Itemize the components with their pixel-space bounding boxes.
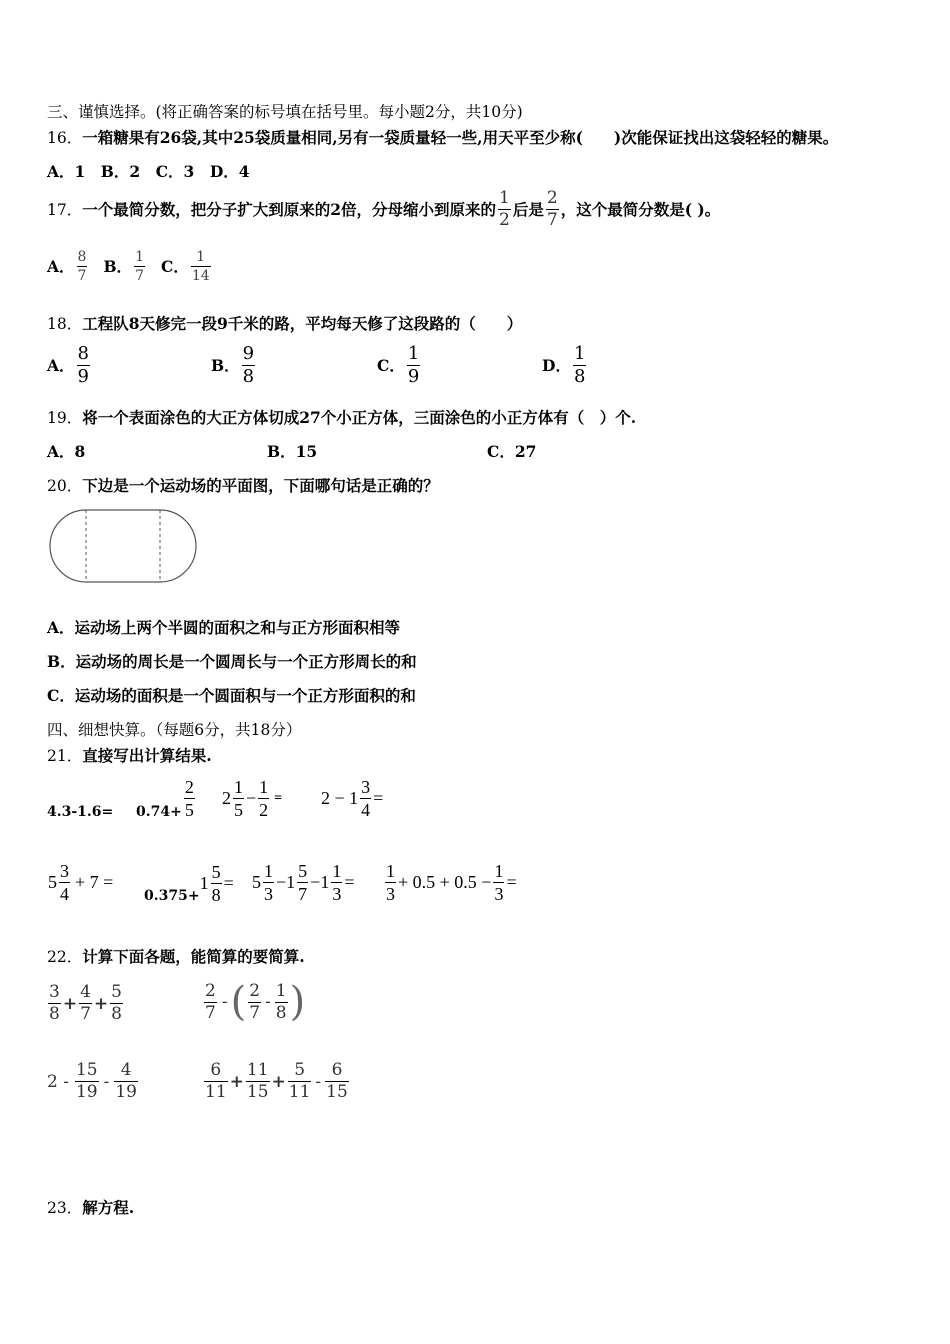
q18-option-a-label: A． [47, 355, 75, 375]
q18-option-d-label: D． [542, 355, 571, 375]
q21-text: 直接写出计算结果. [82, 746, 212, 765]
q21-expr-7-whole-3: 1 [320, 872, 330, 892]
q16-text: 一箱糖果有26袋,其中25袋质量相同,另有一袋质量轻一些,用天平至少称( )次能保证找出这袋轻轻的糖果。 [82, 128, 839, 147]
q17-number: 17． [47, 200, 83, 219]
q18-option-b-label: B． [211, 355, 240, 375]
q22-p4-fraction-1: $\frac{6}{11}$ [205, 1060, 227, 1102]
q21-expr-3-minus: − [246, 788, 257, 808]
q18-number: 18． [47, 315, 83, 333]
q21-expr-5-rest: + 7 = [75, 872, 114, 892]
q21-expr-5 [48, 862, 113, 903]
q17-stem [47, 190, 720, 229]
q21-expr-8-fraction-1: $\frac{1}{3}$ [386, 861, 395, 904]
q17-text-a: 一个最简分数，把分子扩大到原来的2倍，分母缩小到原来的 [82, 199, 497, 219]
q17-fraction-half: $\frac{1}{2}$ [499, 188, 510, 230]
q23-stem [47, 1198, 134, 1218]
q17-text-b: 后是 [512, 199, 544, 219]
q22-p3-fraction-2: $\frac{4}{19}$ [115, 1060, 137, 1102]
section3-heading: 三、谨慎选择。(将正确答案的标号填在括号里。每小题2分，共10分) [47, 103, 523, 121]
q22-p1-plus-1: + [62, 993, 78, 1014]
q22-p3-fraction-1: $\frac{15}{19}$ [75, 1060, 98, 1102]
q21-expr-6 [144, 862, 234, 904]
q22-p1-fraction-2: $\frac{4}{7}$ [80, 982, 91, 1024]
q21-expr-3 [222, 778, 282, 819]
q16-options: A．1 B．2 C．3 D．4 [47, 162, 250, 181]
q21-expr-7-equals: = [344, 872, 355, 892]
q22-p4-plus-2: + [271, 1071, 286, 1092]
q22-p2-left-paren: ( [230, 979, 247, 1025]
q18-option-c [377, 345, 422, 386]
q21-expr-5-whole: 5 [48, 872, 57, 892]
stadium-diagram [48, 508, 198, 584]
q21-expr-4 [321, 778, 383, 819]
q21-expr-7-fraction-3: $\frac{1}{3}$ [332, 861, 342, 904]
q19-number: 19． [47, 409, 83, 427]
q22-text: 计算下面各题，能简算的要简算. [82, 947, 305, 966]
q22-p4-fraction-2: $\frac{11}{15}$ [246, 1060, 269, 1102]
q21-expr-7 [252, 862, 354, 903]
q21-expr-1: 4.3-1.6= [47, 804, 114, 820]
q18-stem [47, 314, 522, 334]
q22-p1-fraction-3: $\frac{5}{8}$ [111, 982, 122, 1024]
q21-expr-7-fraction-2: $\frac{5}{7}$ [298, 861, 308, 904]
q22-p4-plus-1: + [229, 1071, 244, 1092]
q20-option-b: B．运动场的周长是一个圆周长与一个正方形周长的和 [47, 652, 417, 671]
q21-expr-6-whole: 1 [199, 872, 209, 893]
q21-expr-3-equals: = [274, 790, 283, 806]
q22-p3-minus: - [103, 1071, 110, 1092]
q17-option-c-label: C． [160, 256, 189, 276]
q17-text-c: ，这个最简分数是( )。 [560, 199, 721, 219]
q21-expr-4-lead: 2 − 1 [321, 788, 359, 808]
q23-number: 23． [47, 1199, 83, 1217]
q17-option-c-fraction: $\frac{1}{14}$ [191, 249, 210, 284]
q21-expr-7-fraction-1: $\frac{1}{3}$ [264, 861, 273, 904]
q21-stem [47, 746, 212, 766]
q22-problem-1 [46, 984, 125, 1023]
q18-option-a [47, 345, 92, 386]
q22-p4-minus: - [315, 1071, 322, 1092]
q18-option-b [211, 345, 257, 386]
q18-text: 工程队8天修完一段9千米的路，平均每天修了这段路的（ ） [82, 314, 523, 333]
q22-problem-4 [202, 1062, 351, 1101]
q22-p2-fraction-3: $\frac{1}{8}$ [275, 980, 287, 1023]
q21-expr-2 [136, 776, 197, 820]
q21-expr-4-equals: = [373, 788, 384, 808]
q19-text: 将一个表面涂色的大正方体切成27个小正方体，三面涂色的小正方体有（ ）个. [82, 408, 637, 427]
stadium-outline [50, 510, 196, 582]
section4-heading: 四、细想快算。（每题6分，共18分） [47, 721, 302, 739]
q18-option-b-fraction: $\frac{9}{8}$ [242, 343, 255, 387]
q21-expr-3-fraction-2: $\frac{1}{2}$ [259, 777, 269, 820]
q21-expr-4-fraction: $\frac{3}{4}$ [361, 777, 371, 820]
q22-p4-fraction-3: $\frac{5}{11}$ [288, 1060, 311, 1102]
q22-problem-3 [47, 1062, 140, 1101]
q22-problem-2 [202, 979, 306, 1025]
q16-stem [47, 128, 838, 148]
q17-options [47, 250, 213, 283]
q21-expr-6-prefix: 0.375+ [144, 888, 200, 904]
q19-option-b: B．15 [267, 442, 318, 461]
q18-option-a-fraction: $\frac{8}{9}$ [77, 343, 89, 387]
q18-option-c-label: C． [377, 355, 405, 375]
q22-stem [47, 947, 305, 967]
q22-p2-right-paren: ) [289, 979, 306, 1025]
q18-option-d-fraction: $\frac{1}{8}$ [573, 343, 586, 387]
q19-option-c: C．27 [487, 442, 537, 461]
q23-text: 解方程. [82, 1198, 135, 1217]
q21-expr-5-fraction: $\frac{3}{4}$ [60, 861, 69, 904]
q17-option-b-fraction: $\frac{1}{7}$ [135, 249, 144, 284]
q21-number: 21． [47, 747, 83, 765]
q17-option-a-label: A． [47, 256, 75, 276]
q21-expr-3-whole: 2 [222, 788, 231, 808]
q21-expr-8 [383, 862, 517, 903]
q20-option-a: A．运动场上两个半圆的面积之和与正方形面积相等 [47, 618, 401, 637]
q19-option-a: A．8 [47, 442, 86, 461]
q21-expr-2-prefix: 0.74+ [136, 804, 182, 820]
q20-number: 20． [47, 477, 83, 495]
q21-expr-2-fraction: $\frac{2}{5}$ [184, 776, 194, 820]
q17-option-a-fraction: $\frac{8}{7}$ [77, 249, 87, 284]
q20-option-c: C．运动场的面积是一个圆面积与一个正方形面积的和 [47, 686, 416, 705]
q18-option-d [542, 345, 588, 386]
q21-expr-7-minus-1: − [276, 872, 287, 892]
q20-text: 下边是一个运动场的平面图，下面哪句话是正确的？ [82, 476, 439, 495]
q21-expr-7-whole-2: 1 [286, 872, 296, 892]
q22-p1-plus-2: + [93, 993, 109, 1014]
q17-option-b-label: B． [103, 256, 133, 276]
q22-p3-lead: 2 - [47, 1071, 69, 1092]
q21-expr-7-minus-2: − [310, 872, 321, 892]
q21-expr-8-equals: = [506, 872, 517, 892]
q16-number: 16． [47, 129, 83, 147]
q22-p2-fraction-2: $\frac{2}{7}$ [249, 980, 261, 1023]
q22-p2-minus-2: - [265, 992, 271, 1012]
q21-expr-7-whole-1: 5 [252, 872, 261, 892]
q18-option-c-fraction: $\frac{1}{9}$ [407, 343, 420, 387]
q21-expr-8-middle: + 0.5 + 0.5 − [398, 872, 492, 892]
q22-p4-fraction-4: $\frac{6}{15}$ [326, 1060, 348, 1102]
q21-expr-6-fraction: $\frac{5}{8}$ [211, 861, 221, 905]
q21-expr-8-fraction-2: $\frac{1}{3}$ [494, 861, 504, 904]
q22-number: 22． [47, 948, 83, 966]
q21-expr-6-equals: = [223, 872, 234, 893]
q19-stem [47, 408, 636, 428]
q22-p2-minus-1: - [221, 992, 228, 1012]
q22-p1-fraction-1: $\frac{3}{8}$ [49, 982, 60, 1024]
q20-stem [47, 476, 439, 496]
q21-expr-3-fraction-1: $\frac{1}{5}$ [234, 777, 243, 820]
q17-fraction-two-sevenths: $\frac{2}{7}$ [546, 188, 558, 230]
q22-p2-fraction-1: $\frac{2}{7}$ [205, 980, 216, 1023]
